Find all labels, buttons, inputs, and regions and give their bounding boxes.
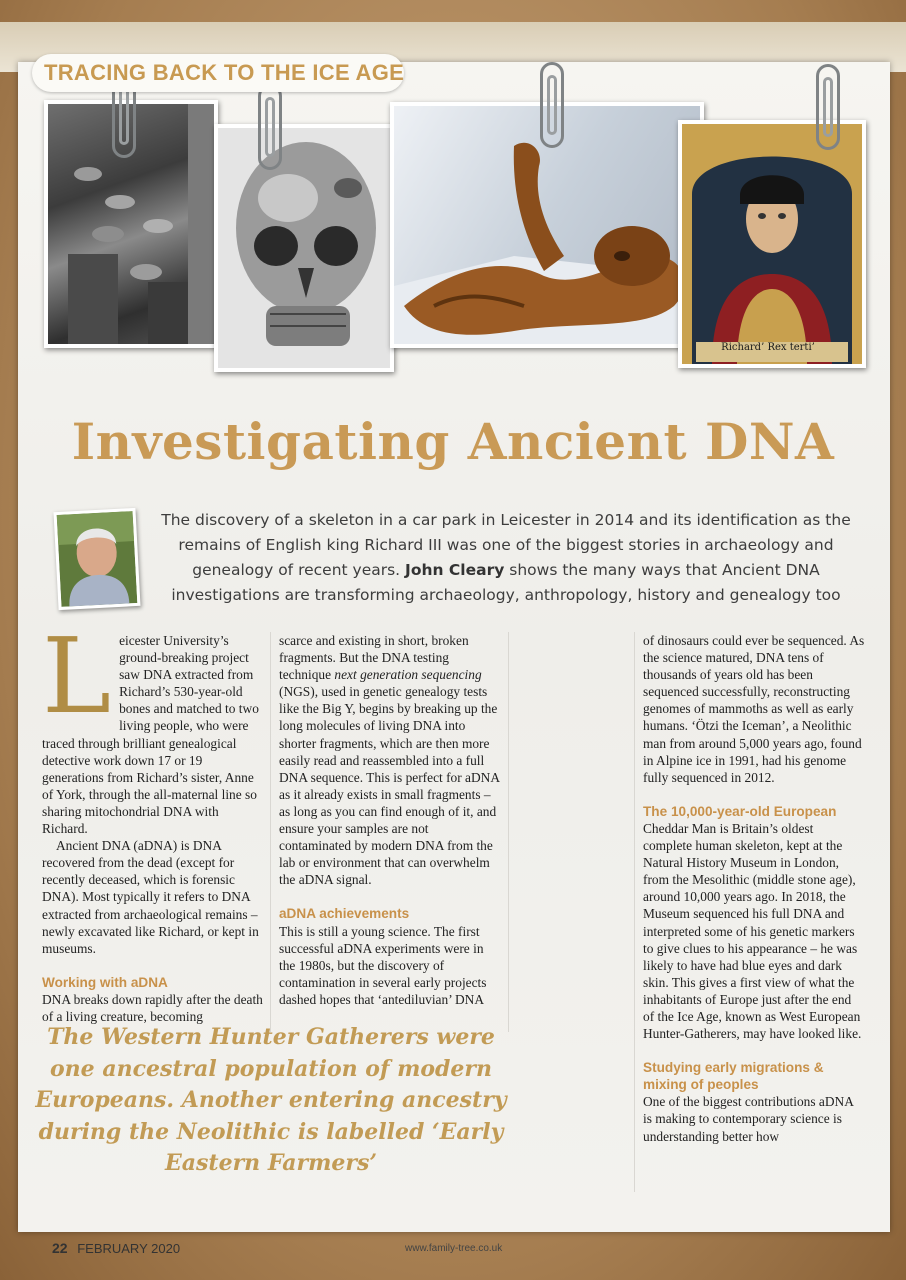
col1-paragraph-1: eicester University’s ground-breaking project saw DNA extracted from Richard’s 530-year-old bones and matched to two living people, who were traced through brilliant genealogical detective work down 17 or 19 generations from Richard’s sister, Anne of York, through the all-maternal line so sharing mitochondrial DNA with Richard. (42, 633, 259, 837)
subhead-10000-year-old-european: The 10,000-year-old European (643, 803, 837, 819)
column-3 (643, 632, 865, 1145)
article-title: Investigating Ancient DNA (71, 412, 835, 471)
standfirst-after: shows the many ways that Ancient DNA investigations are transforming archaeology, anthropology, history and genealogy too (171, 561, 841, 604)
col2-paragraph-1-a: scarce and existing in short, broken fragments. But the DNA testing technique (279, 633, 469, 683)
col2-paragraph-1 (279, 632, 501, 888)
portrait-caption: Richard’ Rex terti’ (721, 342, 815, 353)
author-headshot (57, 511, 138, 607)
column-2 (279, 632, 501, 1008)
paperclip-2 (258, 84, 282, 170)
author-name: John Cleary (405, 561, 505, 579)
issue-date: FEBRUARY 2020 (77, 1241, 181, 1256)
col2-paragraph-1-b: (NGS), used in genetic genealogy tests like the Big Y, begins by breaking up the long molecules of living DNA into shorter fragments, which are then more easily read and reassembled into a full DNA sequence. This is perfect for aDNA as it already exists in small fragments – as long as you can find enough of it, and ensure your samples are not contaminated by modern DNA from the lab or environment that can overwhelm the aDNA signal. (279, 684, 500, 888)
photo-richard-iii-portrait (678, 120, 866, 368)
column-rule-1 (270, 632, 271, 1032)
skull-illustration (218, 128, 390, 368)
subhead-working-with-adna: Working with aDNA (42, 974, 168, 990)
column-rule-3 (634, 632, 635, 1192)
col1-paragraph-3: DNA breaks down rapidly after the death of a living creature, becoming (42, 991, 263, 1024)
col2-paragraph-2: This is still a young science. The first successful aDNA experiments were in the 1980s, but the discovery of contamination in several early projects dashed hopes that ‘antediluvian’ DNA (279, 923, 487, 1007)
portrait-illustration (682, 124, 862, 364)
pull-quote: The Western Hunter Gatherers were one ancestral population of modern Europeans. Another entering ancestry during the Neolithic is labelled ‘Early Eastern Farmers’ (35, 1024, 507, 1176)
subhead-adna-achievements: aDNA achievements (279, 906, 410, 922)
page-number: 22 (52, 1240, 68, 1256)
column-rule-2 (508, 632, 509, 1032)
col2-paragraph-1-italic: next generation sequencing (334, 667, 482, 683)
standfirst-before: The discovery of a skeleton in a car park in Leicester in 2014 and its identification as the remains of English king Richard III was one of the biggest stories in archaeology and genealogy of recent years. (161, 511, 851, 579)
col3-paragraph-3: One of the biggest contributions aDNA is making to contemporary science is understanding better how (643, 1094, 854, 1144)
col1-paragraph-2: Ancient DNA (aDNA) is DNA recovered from the dead (except for recently deceased, which is forensic DNA). Most typically it refers to DNA extracted from archaeological remains – newly excavated like Richard, or kept in museums. (42, 838, 259, 956)
drop-cap: L (42, 615, 112, 737)
column-1 (42, 615, 264, 1025)
page-footer (52, 1240, 180, 1256)
author-photo (53, 508, 140, 610)
paperclip-3 (540, 62, 564, 148)
standfirst (150, 508, 862, 608)
col3-paragraph-2: Cheddar Man is Britain’s oldest complete human skeleton, kept at the Natural History Museum in London, from the Mesolithic (middle stone age), around 10,000 years ago. In 2018, the Museum sequenced his full DNA and interpreted some of his genetic markers to give clues to his appearance – he was likely to have had blue eyes and dark skin. This gives a first view of what the inhabitants of Europe just after the end of the Ice Age, known as West European Hunter-Gatherers, may have looked like. (643, 820, 862, 1042)
subhead-early-migrations: Studying early migrations & mixing of peoples (643, 1060, 824, 1093)
col3-paragraph-1: of dinosaurs could ever be sequenced. As the science matured, DNA tens of thousands of years old has been sequenced successfully, reconstructing genomes of mammoths as well as early humans. ‘Ötzi the Iceman’, a Neolithic man from around 5,000 years ago, found in Alpine ice in 1991, had his genome fully sequenced in 2012. (643, 633, 865, 785)
paperclip-4 (816, 64, 840, 150)
section-banner-text: TRACING BACK TO THE ICE AGE (44, 60, 405, 85)
section-banner (32, 54, 404, 92)
photo-skull (214, 124, 394, 372)
footer-url: www.family-tree.co.uk (405, 1243, 503, 1254)
